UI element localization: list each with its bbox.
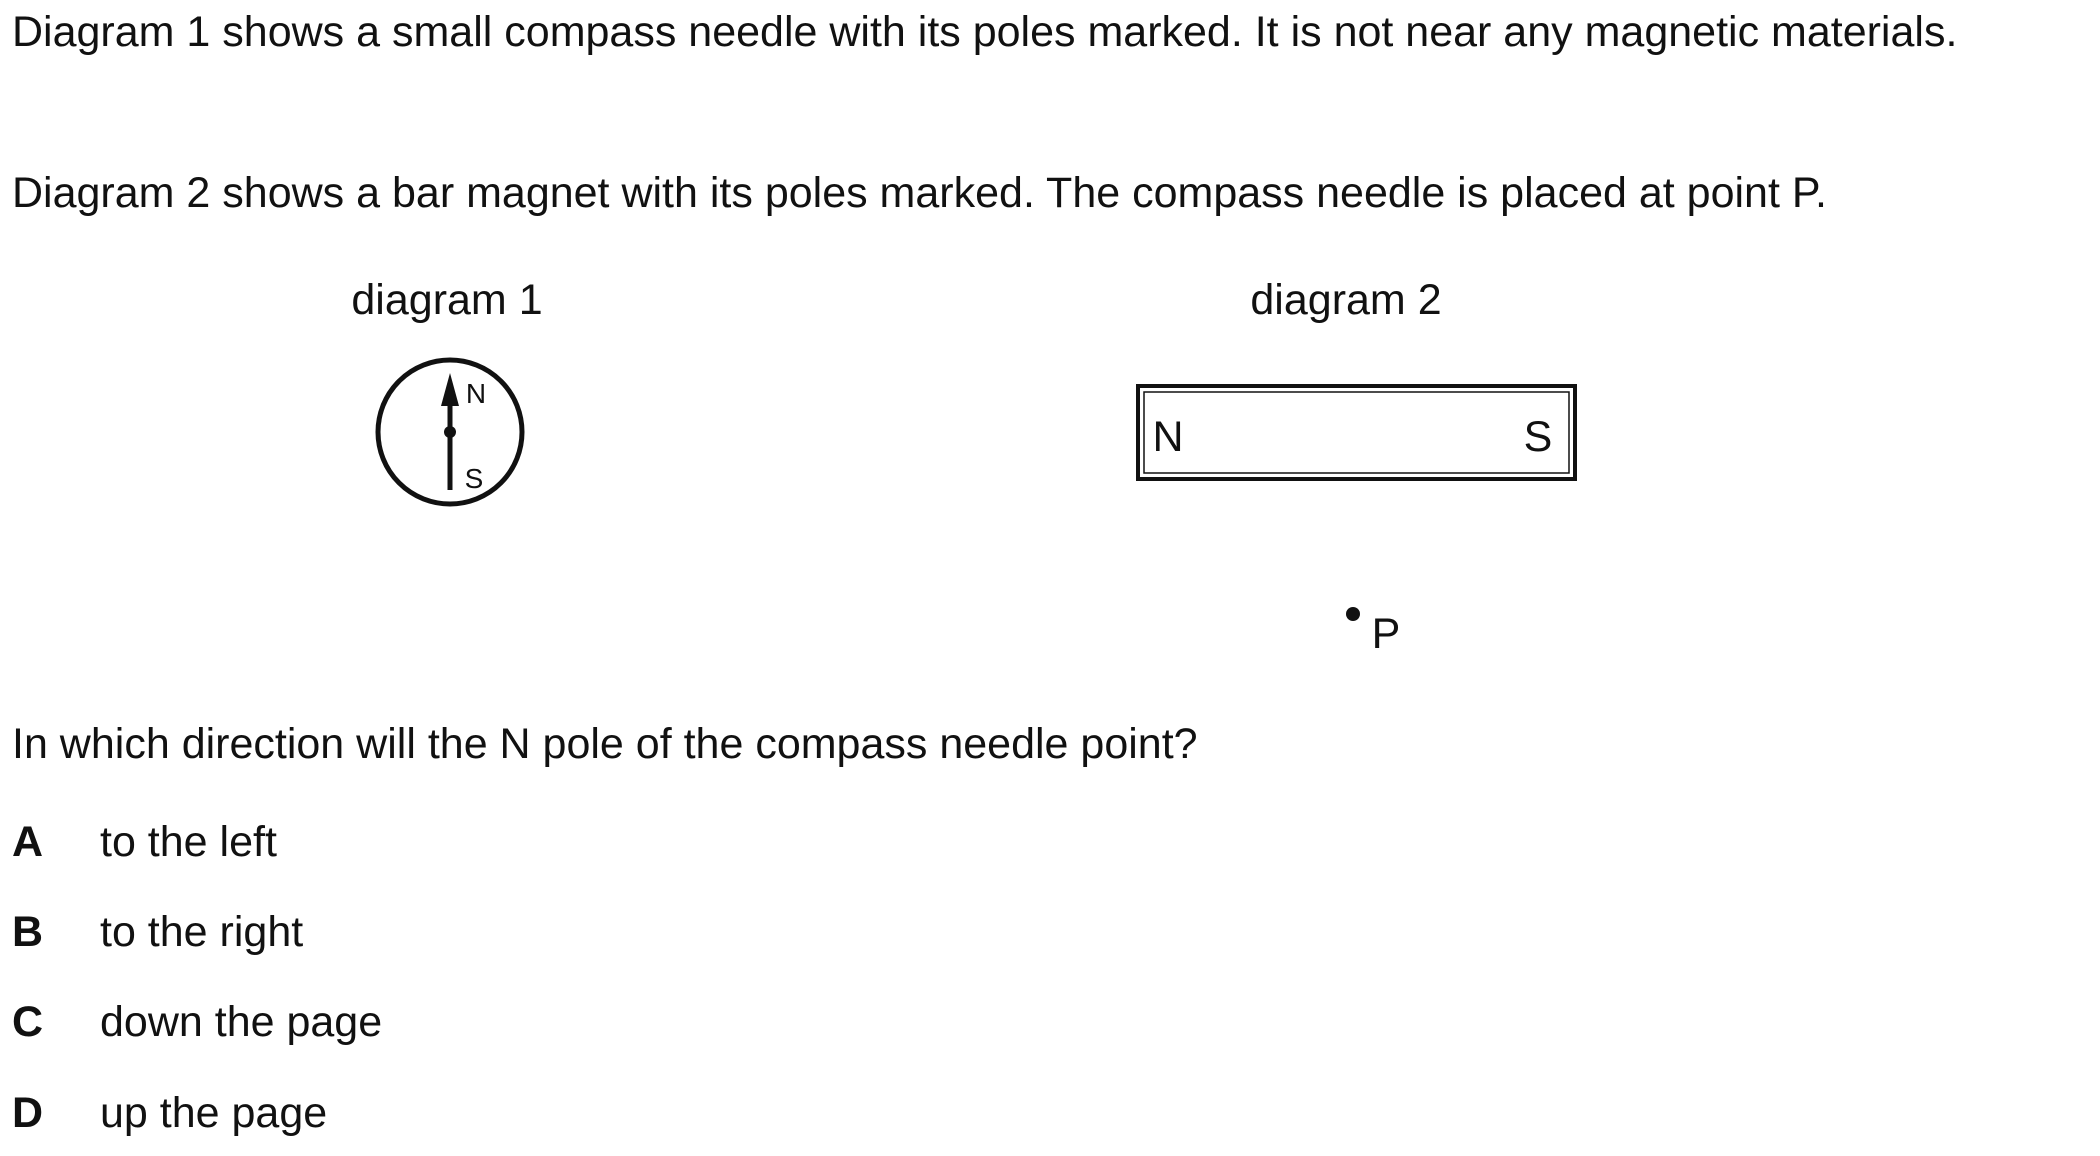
magnet-south-label: S [1523, 413, 1553, 461]
option-d-text: up the page [100, 1089, 328, 1137]
option-d[interactable] [12, 1086, 327, 1140]
point-p-dot [1346, 607, 1360, 621]
option-c[interactable] [12, 995, 382, 1049]
option-a-letter: A [12, 818, 44, 866]
intro-paragraph-1: Diagram 1 shows a small compass needle with its poles marked. It is not near any magnetic materials. [12, 8, 1958, 56]
option-b-text: to the right [100, 908, 304, 956]
compass-outline [378, 360, 522, 504]
magnet-north-label: N [1152, 413, 1184, 461]
option-a-text: to the left [100, 818, 277, 866]
compass-south-label: S [464, 463, 484, 494]
bar-magnet-inner-outline [1144, 392, 1569, 473]
diagram-2-bar-magnet [1138, 386, 1575, 479]
question-text: In which direction will the N pole of the compass needle point? [12, 720, 1198, 768]
option-c-text: down the page [100, 998, 383, 1046]
compass-pivot [444, 426, 456, 438]
option-b-letter: B [12, 908, 44, 956]
point-p [1346, 607, 1400, 658]
diagram-1-title: diagram 1 [351, 276, 543, 324]
option-d-letter: D [12, 1089, 44, 1137]
diagram-1-compass [378, 360, 522, 504]
bar-magnet-outline [1138, 386, 1575, 479]
compass-needle-north-arrowhead [441, 373, 459, 406]
option-c-letter: C [12, 998, 44, 1046]
option-b[interactable] [12, 905, 303, 959]
compass-north-label: N [465, 378, 487, 409]
point-p-label: P [1371, 610, 1401, 658]
diagram-2-title: diagram 2 [1250, 276, 1442, 324]
intro-paragraph-2: Diagram 2 shows a bar magnet with its poles marked. The compass needle is placed at point P. [12, 169, 1827, 217]
option-a[interactable] [12, 815, 277, 869]
